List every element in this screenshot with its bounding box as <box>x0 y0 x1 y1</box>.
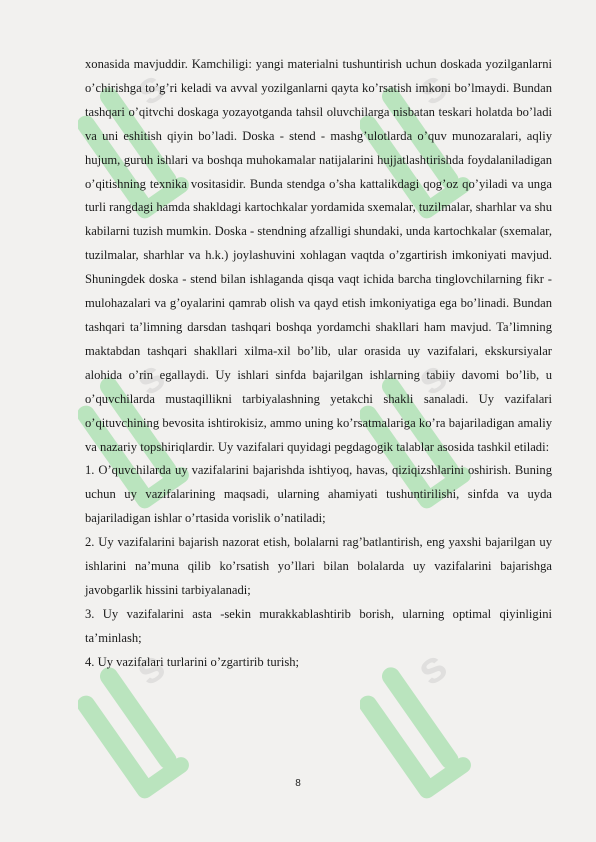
svg-text:s: s <box>407 350 456 406</box>
svg-text:s: s <box>407 60 456 116</box>
paragraph: 1. O’quvchilarda uy vazifalarini bajarishda ishtiyoq, havas, qiziqizshlarini oshirish. Buning uchun uy vazifalarining maqsadi, ularning ahamiyati tushuntirilishi, sinfda va uyda bajariladigan ishlar o’rtasida vorislik o’natiladi; <box>85 463 552 526</box>
page-number: 8 <box>295 778 301 789</box>
paragraph: xonasida mavjuddir. Kamchiligi: yangi materialni tushuntirish uchun doskada yozilganlarni o’chirishga to’g’ri keladi va avval yozilganlarni qayta ko’rsatish imkoni bo’lmaydi. Bundan tashqari o’qitvchi doskaga yozayotganda tahsil oluvchilarga nisbatan teskari holatda bo’ladi va uni eshitish qiyin bo’ladi. Doska - stend - mashg’ulotlarda o’quv munozaralari, aqliy hujum, guruh ishlari va boshqa muhokamalar natijalarini hujjatlashtirishda foydalaniladigan o’qitishning texnika vositasidir. Bunda stendga o’sha kattalikdagi qog’oz qo’yiladi va unga turli rangdagi hamda shakldagi kartochkalar yordamida sxemalar, tuzilmalar, sharhlar va shu kabilarni tuzish mumkin. Doska - stendning afzalligi shundaki, unda kartochkalar (sxemalar, tuzilmalar, sharhlar va h.k.) joylashuvini xohlagan vaqtda o’zgartirish imkoniyati mavjud. Shuningdek doska - stend bilan ishlaganda qisqa vaqt ichida barcha tinglovchilarning fikr - mulohazalari va g’oyalarini qamrab olish va qayd etish imkoniyatiga ega bo’linadi. Bundan tashqari ta’limning darsdan tashqari boshqa yordamchi shakllari ham mavjud. Ta’limning maktabdan tashqari shakllari xilma-xil bo’lib, ular orasida uy vazifalari, ekskursiyalar alohida o’rin egallaydi. Uy ishlari sinfda bajarilgan ishlarning tabiiy davomi bo’lib, u o’quvchilarda mustaqillikni tarbiyalashning yetakchi shakli sanaladi. Uy vazifalari o’qituvchining bevosita ishtirokisiz, ammo uning ko’rsatmalariga ko’ra bajariladigan amaliy va nazariy topshiriqlardir. Uy vazifalari quyidagi pegdagogik talablar asosida tashkil etiladi: <box>85 57 552 454</box>
svg-text:s: s <box>407 640 456 696</box>
paragraph: 2. Uy vazifalarini bajarish nazorat etish, bolalarni rag’batlantirish, eng yaxshi bajarilgan uy ishlarini na’muna qilib ko’rsatish yo’llari bilan bolalarda uy vazifalarini bajarishga javobgarlik hissini tarbiyalanadi; <box>85 535 552 597</box>
paragraph: 3. Uy vazifalarini asta -sekin murakkablashtirib borish, ularning optimal qiyinligini ta’minlash; <box>85 606 552 645</box>
svg-text:s: s <box>125 640 174 696</box>
svg-text:s: s <box>125 60 174 116</box>
paragraph: 4. Uy vazifalari turlarini o’zgartirib turish; <box>85 654 300 669</box>
svg-text:s: s <box>125 350 174 406</box>
body-text <box>85 53 552 675</box>
